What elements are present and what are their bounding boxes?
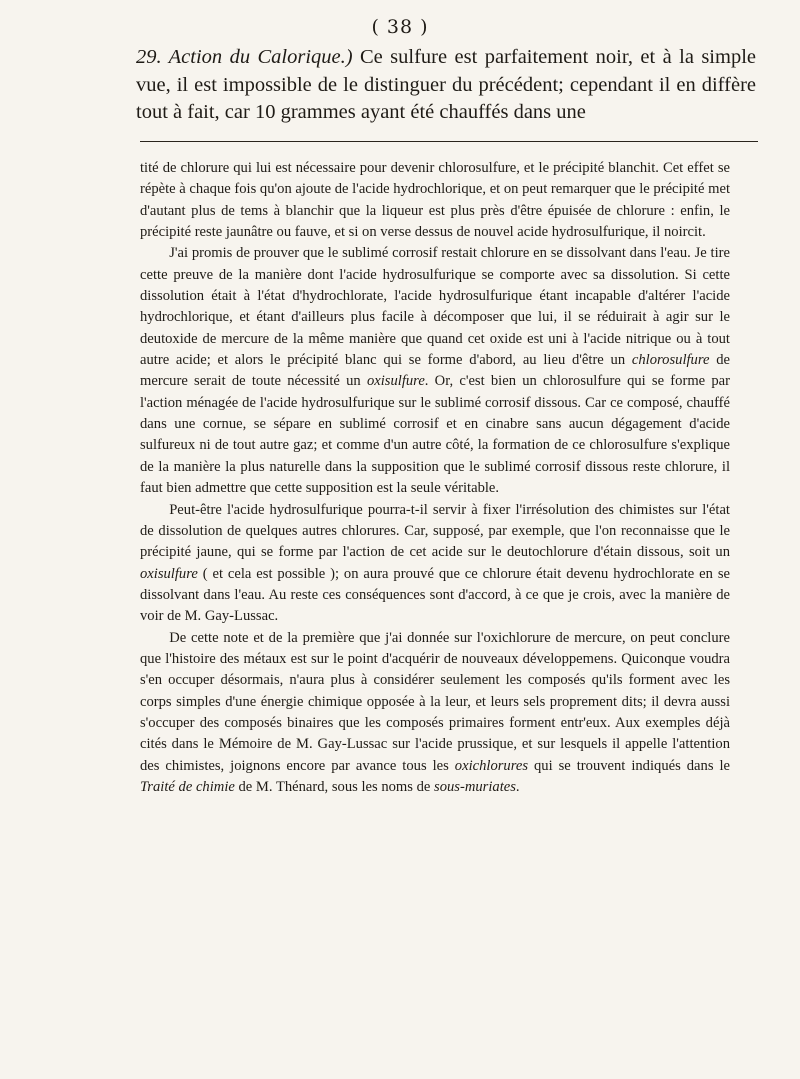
main-paragraph — [136, 44, 756, 127]
emphasis: oxisulfure — [140, 565, 198, 582]
text-run: qui se trouvent indiqués dans le — [528, 757, 730, 774]
text-run: J'ai promis de prouver que le sublimé corrosif restait chlorure en se dissolvant dans l'eau. Je tire cette preuve de la manière dont l'acide hydrosulfurique se comporte avec sa dissolution. Si cette dissolution était à l'état d'hydrochlorate, l'acide hydrosulfurique étant incapable d'altérer l'acide hydrochlorique, et étant d'ailleurs plus facile à décomposer que lui, il se réduirait à agir sur le deutoxide de mercure de la même manière que quand cet oxide est uni à l'acide nitrique ou à tout autre acide; et alors le précipité blanc qui se forme d'abord, au lieu d'être un — [140, 245, 730, 369]
text-run: . — [515, 778, 520, 795]
emphasis: oxisulfure — [366, 373, 425, 390]
text-run: Peut-être l'acide hydrosulfurique pourra-t-il servir à fixer l'irrésolution des chimistes sur l'état de dissolution de quelques autres chlorures. Car, supposé, par exemple, que l'on reconnaisse que le précipité jaune, qui se forme par l'action de cet acide sur le deutochlorure d'étain dissous, soit un — [140, 501, 730, 561]
emphasis: oxichlorures — [454, 757, 529, 774]
text-run: de mercure serait de toute nécessité un — [140, 352, 730, 390]
footnote-paragraph-4 — [140, 628, 730, 799]
footnote — [140, 158, 730, 798]
section-heading: 29. Action du Calorique.) — [136, 46, 353, 68]
page-number: ( 38 ) — [371, 16, 429, 38]
footnote-paragraph-2 — [140, 243, 730, 499]
text-run: De cette note et de la première que j'ai donnée sur l'oxichlorure de mercure, on peut conclure que l'histoire des métaux est sur le point d'acquérir de nouveaux développemens. Quiconque voudra s'en occuper désormais, n'aura plus à considérer seulement les composés qu'ils forment avec les corps simples d'une énergie chimique opposée à la leur, et leurs sels proprement dits; il devra aussi s'occuper des composés binaires que les composés primaires forment entr'eux. Aux exemples déjà cités dans le Mémoire de M. Gay-Lussac sur l'acide prussique, et sur lesquels il appelle l'attention des chimistes, joignons encore par avance tous les — [140, 629, 730, 774]
text-run: ( et cela est possible ); on aura prouvé que ce chlorure était devenu hydrochlorate en se dissolvant dans l'eau. Au reste ces conséquences sont d'accord, à ce que je crois, avec la manière de voir de M. Gay-Lussac. — [140, 565, 730, 625]
footnote-paragraph-1: tité de chlorure qui lui est nécessaire pour devenir chlorosulfure, et le précipité blanchit. Cet effet se répète à chaque fois qu'on ajoute de l'acide hydrochlorique, et on peut remarquer que le précipité met d'autant plus de tems à blanchir que la liqueur est plus près d'être épuisée de chlorure : enfin, le précipité reste jaunâtre ou fauve, et si on verse dessus de nouvel acide hydrosulfurique, il noircit. — [140, 160, 730, 241]
text-run: de M. Thénard, sous les noms de — [234, 778, 431, 795]
text-run: . Or, c'est bien un chlorosulfure qui se forme par l'action ménagée de l'acide hydrosulfurique sur le sublimé corrosif dissous. Car ce composé, chauffé dans une cornue, se sépare en sublimé corrosif et en cinabre sans aucun dégagement d'acide sulfureux ni de tout autre gaz; et comme d'un autre côté, la formation de ce chlorosulfure s'explique de la manière la plus naturelle dans la supposition que le sublimé corrosif dissous reste chlorure, il faut bien admettre que cette supposition est la seule véritable. — [140, 373, 731, 497]
emphasis: Traité de chimie — [140, 778, 235, 795]
main-paragraph-text: Ce sulfure est parfaitement noir, et à la simple vue, il est impossible de le distinguer du précédent; cependant il en diffère tout à fait, car 10 grammes ayant été chauffés dans une — [136, 46, 756, 123]
footnote-paragraph-3 — [140, 500, 730, 628]
footnote-divider — [140, 141, 758, 142]
emphasis: sous-muriates — [434, 778, 516, 795]
emphasis: chlorosulfure — [631, 352, 710, 369]
